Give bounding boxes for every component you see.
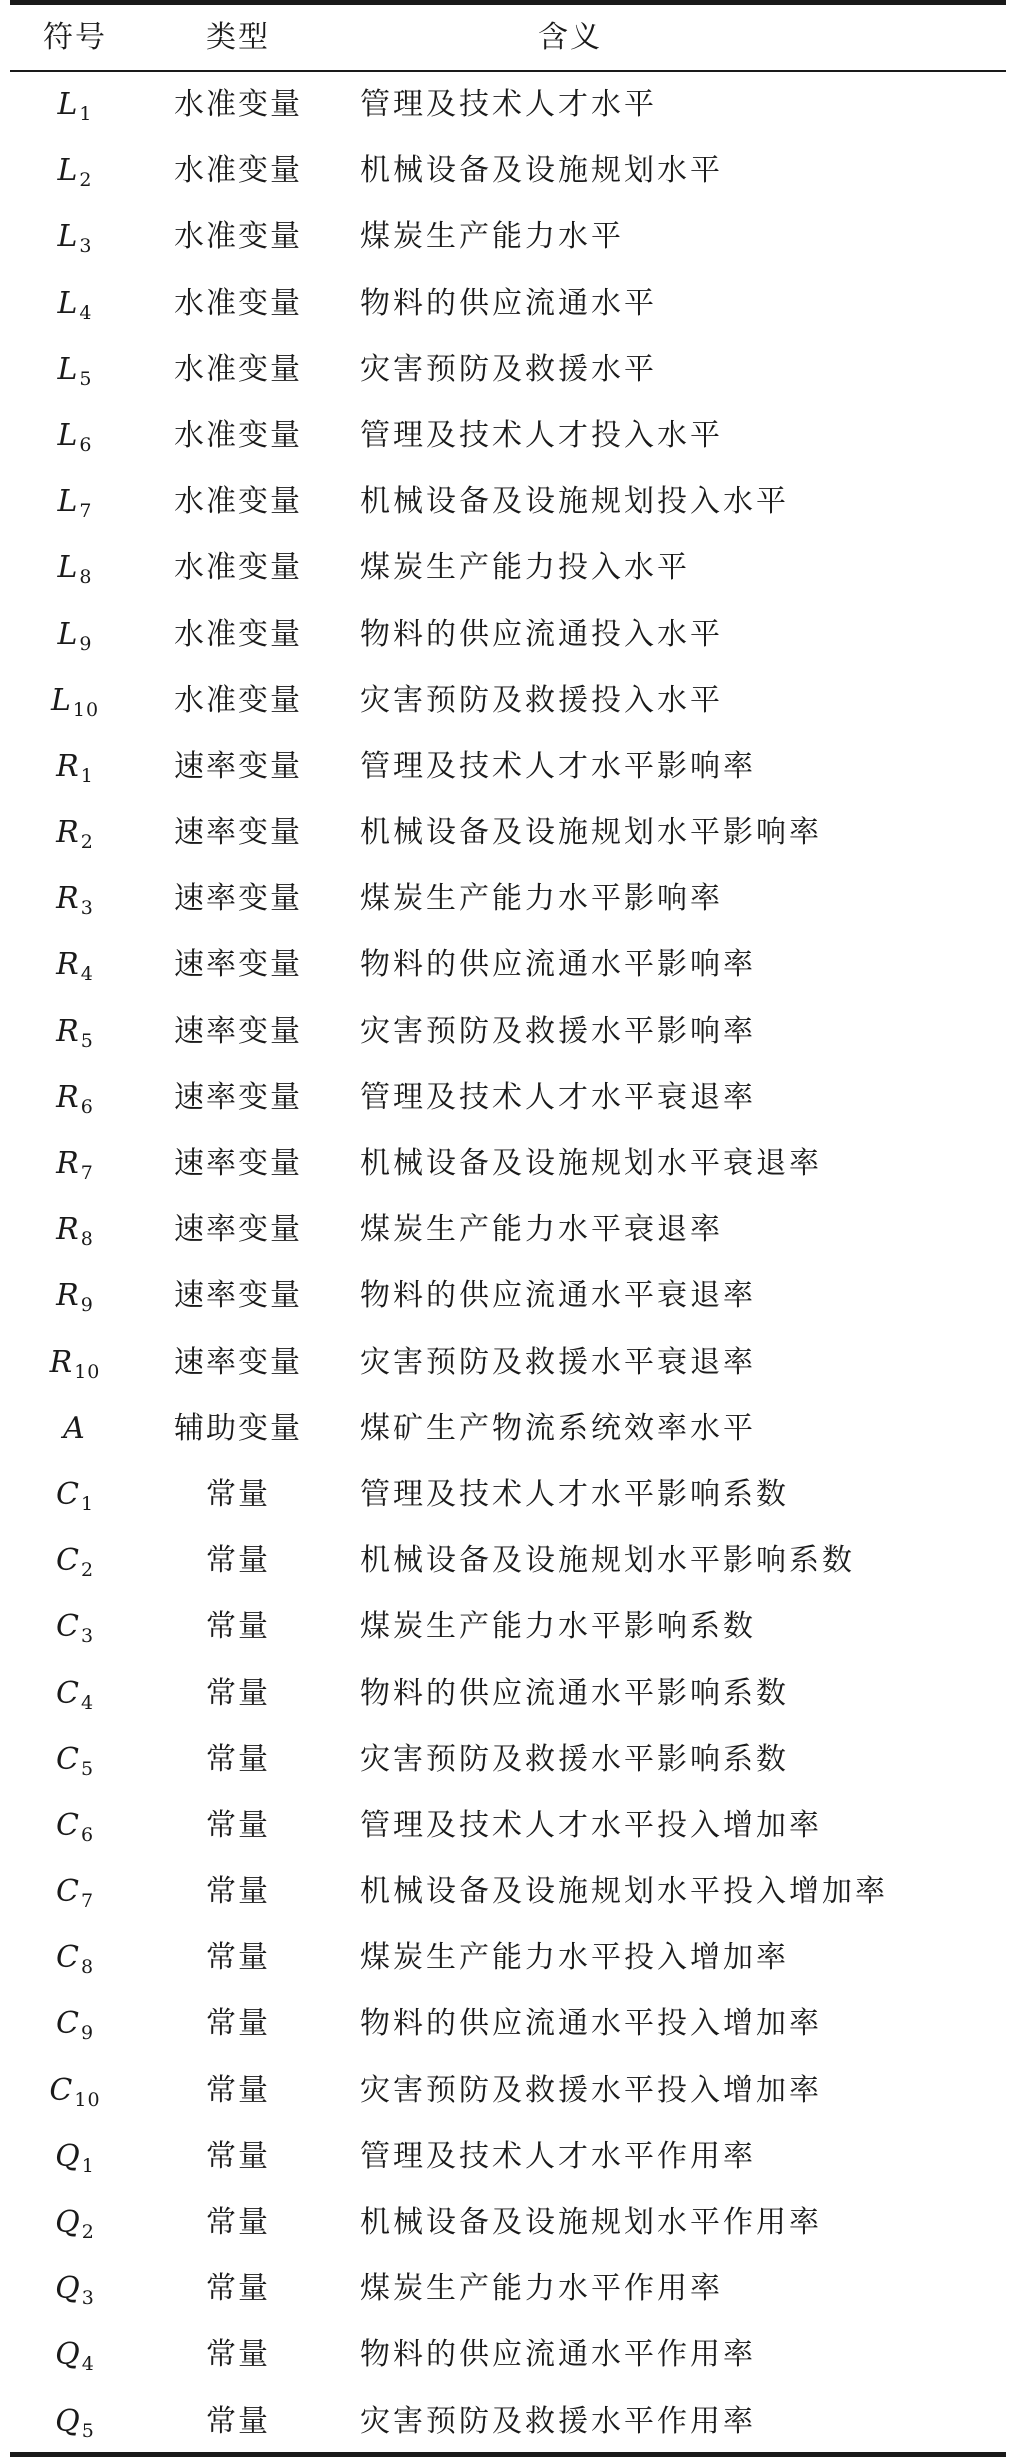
symbol-cell [30, 1859, 120, 1925]
symbol-cell [30, 271, 120, 337]
symbol-subscript: 8 [80, 1228, 94, 1251]
symbol-cell [30, 1330, 120, 1396]
symbol-cell [30, 337, 120, 403]
symbol-cell [30, 2256, 120, 2322]
header-type: 类型 [206, 20, 270, 55]
symbol-letter: L [57, 285, 78, 321]
table-row [0, 800, 1016, 866]
type-cell: 常量 [206, 2337, 270, 2373]
type-cell: 水准变量 [174, 417, 302, 453]
symbol-letter: C [55, 2006, 79, 2042]
symbol-letter: C [55, 1940, 79, 1976]
symbol-subscript: 3 [80, 1625, 95, 1648]
symbol-cell [30, 1396, 120, 1462]
table-row [0, 1197, 1016, 1263]
symbol-letter: Q [55, 2337, 80, 2373]
symbol-letter: L [57, 417, 78, 453]
meaning-cell: 管理及技术人才水平作用率 [360, 2138, 756, 2174]
symbol-subscript: 2 [81, 2221, 95, 2243]
symbol-subscript: 5 [80, 1757, 95, 1780]
symbol-subscript: 7 [80, 1890, 95, 1913]
symbol-cell [30, 2124, 120, 2190]
type-cell: 水准变量 [174, 550, 302, 586]
table-row [0, 403, 1016, 469]
meaning-cell: 物料的供应流通水平衰退率 [360, 1278, 756, 1314]
type-cell: 速率变量 [174, 1146, 302, 1181]
symbol-cell [30, 602, 120, 668]
symbol-cell [30, 1594, 120, 1660]
meaning-cell: 机械设备及设施规划水平影响率 [360, 815, 822, 851]
table-row [0, 1793, 1016, 1859]
meaning-cell: 机械设备及设施规划水平作用率 [360, 2205, 822, 2240]
meaning-cell: 管理及技术人才水平投入增加率 [360, 1807, 822, 1843]
type-cell: 速率变量 [174, 1212, 302, 1248]
table-row [0, 932, 1016, 998]
symbol-letter: R [56, 748, 79, 784]
type-cell: 常量 [206, 1543, 270, 1579]
symbol-letter: C [55, 1874, 79, 1910]
meaning-cell: 管理及技术人才水平影响率 [360, 748, 756, 784]
type-cell: 水准变量 [174, 351, 302, 387]
symbol-subscript: 5 [79, 367, 93, 390]
symbol-letter: L [57, 484, 78, 520]
table-row [0, 2190, 1016, 2256]
symbol-subscript: 2 [79, 169, 93, 192]
table-row [0, 1131, 1016, 1197]
symbol-letter: R [56, 1013, 79, 1049]
meaning-cell: 物料的供应流通水平作用率 [360, 2337, 756, 2373]
symbol-cell [30, 72, 120, 138]
meaning-cell: 机械设备及设施规划水平影响系数 [360, 1543, 855, 1579]
symbol-subscript: 9 [80, 2022, 95, 2045]
type-cell: 水准变量 [174, 616, 302, 652]
symbol-cell [30, 2322, 120, 2388]
symbol-subscript: 9 [80, 1294, 94, 1317]
symbol-cell [30, 1661, 120, 1727]
meaning-cell: 灾害预防及救援水平投入增加率 [360, 2072, 822, 2108]
symbol-letter: C [55, 1741, 79, 1777]
type-cell: 水准变量 [174, 285, 302, 321]
symbol-cell [30, 1197, 120, 1263]
type-cell: 水准变量 [174, 484, 302, 520]
symbol-letter: L [50, 682, 71, 718]
symbol-cell [30, 138, 120, 204]
type-cell: 水准变量 [174, 682, 302, 718]
type-cell: 常量 [206, 1874, 270, 1910]
table-row [0, 866, 1016, 932]
table-row [0, 602, 1016, 668]
symbol-cell [30, 932, 120, 998]
type-cell: 常量 [206, 1476, 270, 1512]
type-cell: 速率变量 [174, 1278, 302, 1314]
symbol-cell [30, 1131, 120, 1197]
meaning-cell: 灾害预防及救援水平 [360, 351, 657, 387]
symbol-subscript: 1 [81, 2154, 95, 2177]
meaning-cell: 机械设备及设施规划水平 [360, 153, 723, 189]
symbol-letter: R [56, 1079, 79, 1115]
meaning-cell: 灾害预防及救援投入水平 [360, 682, 723, 718]
symbol-subscript: 8 [79, 566, 93, 589]
symbol-subscript: 1 [79, 103, 93, 125]
symbol-letter: R [56, 881, 79, 917]
symbol-subscript: 10 [74, 1360, 101, 1383]
meaning-cell: 管理及技术人才水平 [360, 87, 657, 122]
type-cell: 速率变量 [174, 1013, 302, 1049]
meaning-cell: 管理及技术人才水平影响系数 [360, 1476, 789, 1512]
symbol-letter: Q [55, 2205, 80, 2240]
symbol-letter: L [57, 616, 78, 652]
table-row [0, 1991, 1016, 2057]
table-row [0, 1925, 1016, 1991]
meaning-cell: 煤炭生产能力水平影响率 [360, 881, 723, 917]
symbol-cell [30, 866, 120, 932]
symbol-letter: C [55, 1543, 79, 1579]
table-row [0, 271, 1016, 337]
symbol-subscript: 2 [80, 831, 94, 854]
type-cell: 速率变量 [174, 1344, 302, 1380]
type-cell: 水准变量 [174, 219, 302, 255]
type-cell: 速率变量 [174, 947, 302, 983]
table-row [0, 138, 1016, 204]
symbol-subscript: 4 [80, 1691, 95, 1714]
symbol-cell [30, 1263, 120, 1329]
symbol-subscript: 6 [80, 1823, 95, 1846]
table-row [0, 1859, 1016, 1925]
symbol-subscript: 3 [79, 235, 93, 258]
symbol-cell [30, 2389, 120, 2455]
type-cell: 常量 [206, 2006, 270, 2042]
symbol-cell [30, 800, 120, 866]
type-cell: 水准变量 [174, 87, 302, 122]
table-row [0, 1396, 1016, 1462]
symbol-letter: C [49, 2072, 73, 2108]
symbol-subscript: 4 [81, 2353, 95, 2376]
table-row [0, 1727, 1016, 1793]
table-row [0, 2058, 1016, 2124]
meaning-cell: 机械设备及设施规划投入水平 [360, 484, 789, 520]
symbol-letter: Q [55, 2403, 80, 2439]
meaning-cell: 机械设备及设施规划水平投入增加率 [360, 1874, 888, 1910]
symbol-cell [30, 999, 120, 1065]
meaning-cell: 机械设备及设施规划水平衰退率 [360, 1146, 822, 1181]
symbol-letter: Q [55, 2138, 80, 2174]
type-cell: 速率变量 [174, 748, 302, 784]
meaning-cell: 物料的供应流通水平影响率 [360, 947, 756, 983]
table-row [0, 2124, 1016, 2190]
table-row [0, 2322, 1016, 2388]
table-row [0, 1528, 1016, 1594]
meaning-cell: 煤矿生产物流系统效率水平 [360, 1410, 756, 1446]
symbol-subscript: 5 [81, 2419, 95, 2442]
meaning-cell: 煤炭生产能力投入水平 [360, 550, 690, 586]
table-body [0, 72, 1016, 2455]
type-cell: 常量 [206, 2271, 270, 2307]
table-row [0, 469, 1016, 535]
type-cell: 常量 [206, 2403, 270, 2439]
header-meaning: 含义 [538, 20, 602, 55]
meaning-cell: 灾害预防及救援水平影响率 [360, 1013, 756, 1049]
symbol-cell [30, 535, 120, 601]
table-row [0, 72, 1016, 138]
type-cell: 常量 [206, 2138, 270, 2174]
type-cell: 速率变量 [174, 1079, 302, 1115]
symbol-letter: R [56, 947, 79, 983]
table-row [0, 1661, 1016, 1727]
symbol-letter: L [57, 153, 78, 189]
symbol-subscript: 4 [79, 301, 93, 324]
symbol-letter: R [56, 1212, 79, 1248]
meaning-cell: 管理及技术人才水平衰退率 [360, 1079, 756, 1115]
symbol-letter: C [55, 1476, 79, 1512]
table-row [0, 1263, 1016, 1329]
symbol-cell [30, 403, 120, 469]
meaning-cell: 物料的供应流通投入水平 [360, 616, 723, 652]
type-cell: 速率变量 [174, 881, 302, 917]
symbol-subscript: 1 [80, 764, 94, 787]
symbol-subscript: 2 [80, 1559, 95, 1582]
symbol-letter: R [56, 1146, 79, 1181]
table-row [0, 535, 1016, 601]
symbol-cell [30, 1925, 120, 1991]
symbol-letter: R [56, 815, 79, 851]
symbol-letter: L [57, 219, 78, 255]
symbol-subscript: 1 [80, 1492, 95, 1515]
symbol-cell [30, 1065, 120, 1131]
symbol-subscript: 4 [80, 963, 94, 986]
symbol-cell [30, 1991, 120, 2057]
table-row [0, 1065, 1016, 1131]
meaning-cell: 物料的供应流通水平 [360, 285, 657, 321]
symbol-letter: C [55, 1807, 79, 1843]
symbol-cell [30, 734, 120, 800]
symbol-letter: L [57, 550, 78, 586]
symbol-cell [30, 668, 120, 734]
meaning-cell: 物料的供应流通水平影响系数 [360, 1675, 789, 1711]
symbol-cell [30, 2058, 120, 2124]
symbol-subscript: 10 [72, 698, 100, 721]
symbol-subscript: 3 [80, 897, 94, 920]
symbol-cell [30, 1793, 120, 1859]
meaning-cell: 煤炭生产能力水平影响系数 [360, 1609, 756, 1645]
type-cell: 常量 [206, 2072, 270, 2108]
meaning-cell: 灾害预防及救援水平衰退率 [360, 1344, 756, 1380]
symbol-subscript: 7 [79, 500, 93, 523]
meaning-cell: 灾害预防及救援水平作用率 [360, 2403, 756, 2439]
symbol-cell [30, 1528, 120, 1594]
symbol-cell [30, 204, 120, 270]
symbol-letter: L [57, 87, 78, 122]
table-row [0, 1330, 1016, 1396]
table-bottom-rule [10, 2452, 1006, 2457]
type-cell: 速率变量 [174, 815, 302, 851]
symbol-subscript: 7 [80, 1162, 94, 1184]
symbol-cell [30, 1462, 120, 1528]
meaning-cell: 煤炭生产能力水平投入增加率 [360, 1940, 789, 1976]
type-cell: 常量 [206, 1940, 270, 1976]
type-cell: 常量 [206, 1807, 270, 1843]
symbol-letter: R [49, 1344, 73, 1380]
table-row [0, 204, 1016, 270]
table-row [0, 734, 1016, 800]
symbol-subscript: 5 [80, 1029, 94, 1052]
symbol-letter: A [63, 1410, 85, 1446]
symbol-letter: Q [55, 2271, 80, 2307]
symbol-letter: C [55, 1675, 79, 1711]
symbol-cell [30, 1727, 120, 1793]
symbol-letter: R [56, 1278, 79, 1314]
symbol-subscript: 6 [79, 433, 93, 456]
type-cell: 常量 [206, 1675, 270, 1711]
symbol-letter: C [55, 1609, 79, 1645]
type-cell: 水准变量 [174, 153, 302, 189]
table-row [0, 1594, 1016, 1660]
type-cell: 辅助变量 [174, 1410, 302, 1446]
symbol-cell [30, 2190, 120, 2256]
symbol-subscript: 9 [79, 632, 93, 655]
table-row [0, 337, 1016, 403]
symbol-subscript: 10 [74, 2088, 101, 2111]
table-row [0, 1462, 1016, 1528]
meaning-cell: 灾害预防及救援水平影响系数 [360, 1741, 789, 1777]
symbol-subscript: 3 [81, 2287, 95, 2310]
meaning-cell: 物料的供应流通水平投入增加率 [360, 2006, 822, 2042]
table-row [0, 2389, 1016, 2455]
meaning-cell: 煤炭生产能力水平衰退率 [360, 1212, 723, 1248]
header-symbol: 符号 [43, 20, 107, 55]
symbol-subscript: 8 [80, 1956, 95, 1979]
type-cell: 常量 [206, 2205, 270, 2240]
table-row [0, 2256, 1016, 2322]
meaning-cell: 管理及技术人才投入水平 [360, 417, 723, 453]
meaning-cell: 煤炭生产能力水平 [360, 219, 624, 255]
meaning-cell: 煤炭生产能力水平作用率 [360, 2271, 723, 2307]
table-row [0, 668, 1016, 734]
symbol-letter: L [57, 351, 78, 387]
type-cell: 常量 [206, 1609, 270, 1645]
type-cell: 常量 [206, 1741, 270, 1777]
symbol-cell [30, 469, 120, 535]
symbol-subscript: 6 [80, 1095, 94, 1118]
table-row [0, 999, 1016, 1065]
